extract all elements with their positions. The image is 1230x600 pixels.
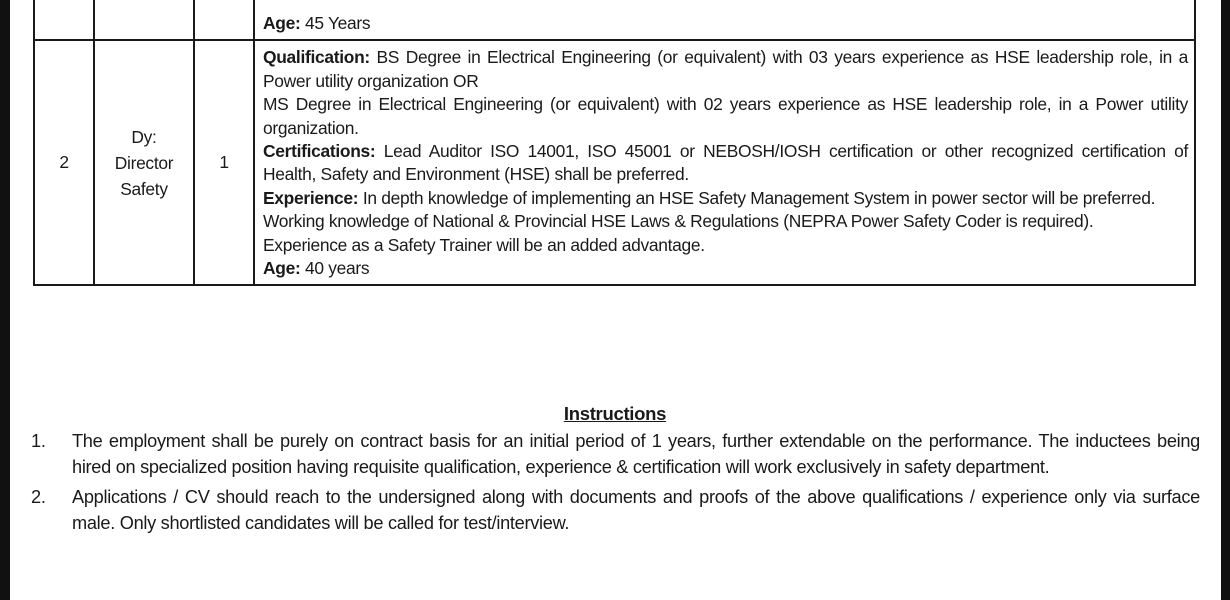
qualification-paragraph [263, 46, 1188, 93]
table-row-previous [34, 0, 1195, 40]
age-value: 45 Years [300, 13, 371, 33]
requirements-cell [254, 0, 1195, 40]
post-count: 1 [194, 40, 254, 285]
table-row-dy-director-safety [34, 40, 1195, 285]
age-label: Age: [263, 258, 301, 279]
instructions-list [25, 428, 1200, 540]
instruction-item [25, 428, 1200, 480]
qualification-text: BS Degree in Electrical Engineering (or equivalent) with 03 years experience as HSE leadership role, in a Power utility organization OR [263, 47, 1188, 91]
post-title-line: Dy: [131, 126, 157, 147]
age-line [263, 257, 1188, 280]
instruction-number: 2. [31, 487, 46, 507]
instruction-text: Applications / CV should reach to the undersigned along with documents and proofs of the above qualifications / experience only via surface male. Only shortlisted candidates will be called for test/interview. [72, 487, 1200, 533]
certifications-label: Certifications: [263, 141, 376, 162]
requirements-cell [254, 40, 1195, 285]
page-border-right [1221, 0, 1230, 600]
post-cell [94, 0, 194, 40]
qualification-alternative: MS Degree in Electrical Engineering (or equivalent) with 02 years experience as HSE leadership role, in a Power utility organization. [263, 94, 1188, 138]
age-value: 40 years [300, 258, 370, 279]
qualification-label: Qualification: [263, 47, 370, 68]
serial-number: 2 [34, 40, 94, 285]
vacancy-table [33, 0, 1196, 286]
certifications-text: Lead Auditor ISO 14001, ISO 45001 or NEBOSH/IOSH certification or other recognized certification of Health, Safety and Environment (HSE) shall be preferred. [263, 141, 1188, 185]
age-label: Age: [263, 13, 301, 33]
experience-text: In depth knowledge of implementing an HSE Safety Management System in power sector will be preferred. [358, 187, 1156, 208]
experience-label: Experience: [263, 187, 359, 208]
experience-paragraph [263, 187, 1188, 210]
instruction-number: 1. [31, 431, 46, 451]
instruction-text: The employment shall be purely on contract basis for an initial period of 1 years, further extendable on the performance. The inductees being hired on specialized position having requisite qualification, experience & certification will work exclusively in safety department. [72, 431, 1200, 477]
experience-trainer: Experience as a Safety Trainer will be an added advantage. [263, 234, 705, 255]
certifications-paragraph [263, 140, 1188, 187]
count-cell [194, 0, 254, 40]
instruction-item [25, 484, 1200, 536]
post-title-line: Safety [120, 178, 168, 199]
post-title-line: Director [114, 152, 174, 173]
age-line [263, 12, 1188, 35]
instructions-heading: Instructions [563, 403, 667, 424]
post-title [94, 40, 194, 285]
serial-cell [34, 0, 94, 40]
experience-laws: Working knowledge of National & Provincial HSE Laws & Regulations (NEPRA Power Safety Coder is required). [263, 211, 1094, 232]
page-border-left [0, 0, 10, 600]
